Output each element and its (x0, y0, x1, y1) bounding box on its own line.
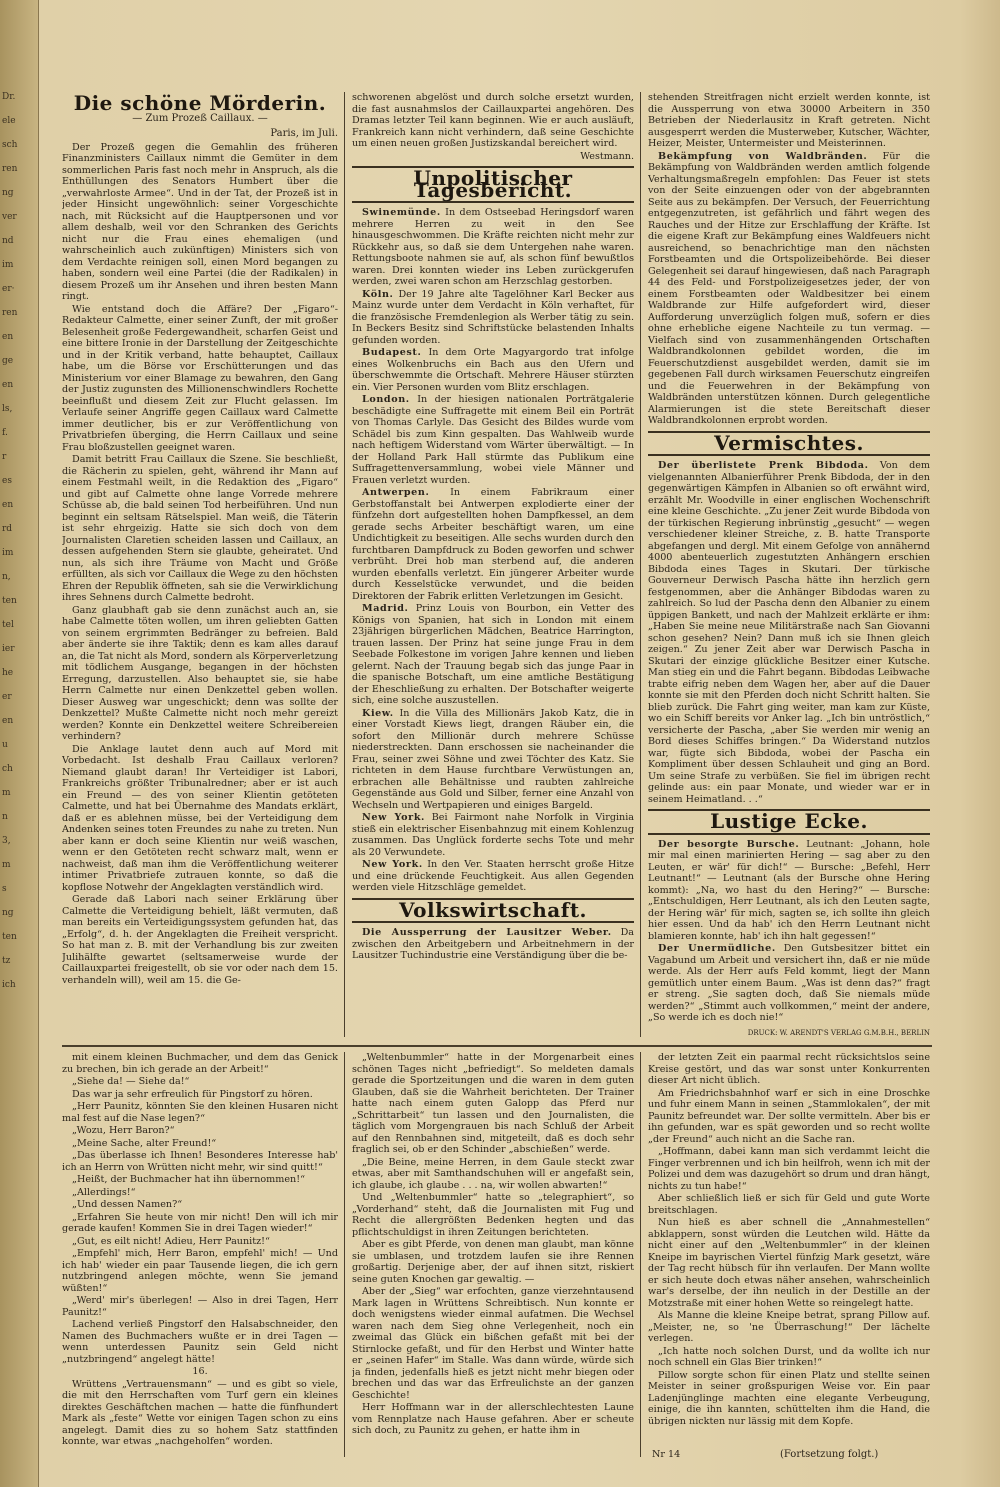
news-text: In den Ver. Staaten herrscht große Hitze und eine drückende Feuchtigkeit. Aus allen Gegenden werden viele Hitzschläge gemeldet. (352, 859, 634, 893)
paragraph: Der Prozeß gegen die Gemahlin des früheren Finanzministers Caillaux nimmt die Gemüter in dem sommerlichen Paris fast noch mehr in Anspruch, als die Enthüllungen des Senators Humbert über die „verwahrloste Armee“. Und in der Tat, der Prozeß ist in jeder Hinsicht ungewöhnlich: seiner Vorgeschichte nach, mit Rücksicht auf die Hauptpersonen und vor allem deshalb, weil vor den Schranken des Gerichts nicht nur die Frau eines ehemaligen (und wahrscheinlich auch zukünftigen) Ministers sich von dem Verdachte reinigen soll, einen Mord begangen zu haben, sondern weil eine Partei (die der Radikalen) in diesem Prozeß um ihr Ansehen und ihren besten Mann ringt. (62, 141, 338, 302)
continuation-note: (Fortsetzung folgt.) (780, 1449, 879, 1460)
printer-imprint: DRUCK: W. ARENDT'S VERLAG G.M.B.H., BERLIN (747, 1028, 930, 1037)
edge-fragment: ver (2, 212, 17, 222)
edge-fragment: nd (2, 236, 14, 246)
article-subtitle: — Zum Prozeß Caillaux. — (132, 112, 268, 124)
edge-fragment: s (2, 884, 7, 894)
feuilleton-paragraph: Lachend verließ Pingstorf den Halsabschneider, den Namen des Buchmachers wußte er in drei Tagen — wenn unterdessen Paunitz sein Geld nicht „nutzbringend“ angelegt hätte! (62, 1319, 338, 1365)
news-item (648, 460, 930, 805)
feuilleton-paragraph: Herr Hoffmann war in der allerschlechtesten Laune vom Rennplatze nach Hause gefahren. Aber er scheute sich doch, zu Paunitz zu gehen, er hatte ihm in (352, 1402, 634, 1436)
edge-fragment: m (2, 860, 11, 870)
news-item (352, 394, 634, 486)
section-title-vermischtes: Vermischtes. (714, 430, 864, 455)
edge-fragment: u (2, 740, 8, 750)
edge-fragment: f. (2, 428, 8, 438)
edge-fragment: r (2, 452, 7, 462)
news-item (352, 812, 634, 858)
author-signature: Westmann. (580, 150, 634, 162)
feuilleton-paragraph: Am Friedrichsbahnhof warf er sich in eine Droschke und fuhr einem Mann in seinen „Stammlokalen“, der mit Paunitz befreundet war. Der sollte vermitteln. Aber bis er ihn gefunden, war es spät geworden und so recht wollte „der Freund“ auch nicht an die Sache ran. (648, 1087, 930, 1145)
edge-fragment: ele (2, 116, 16, 126)
news-item (352, 347, 634, 393)
edge-fragment: er· (2, 284, 15, 294)
edge-fragment: im (2, 548, 14, 558)
joke-item (648, 839, 930, 943)
section-title-lustige-ecke: Lustige Ecke. (710, 809, 868, 833)
feuilleton-paragraph: „Heißt, der Buchmacher hat ihn übernommen!“ (72, 1174, 305, 1185)
feuilleton-divider (62, 1045, 932, 1047)
edge-fragment: rd (2, 524, 13, 534)
edge-fragment: ng (2, 188, 14, 198)
column-3 (648, 92, 930, 1040)
feuilleton-paragraph: „Weltenbummler“ hatte in der Morgenarbeit eines schönen Tages nicht „befriedigt“. So meldeten damals gerade die Sportzeitungen und die waren in dem guten Glauben, daß sie die Wahrheit berichteten. Der Trainer hatte nach einem guten Galopp das Pferd nur „Schrittarbeit“ tun lassen und den Journalisten, die täglich vom Morgengrauen bis nach Schluß der Arbeit auf den Rennbahnen sind, mitgeteilt, daß es doch sehr fraglich sei, ob er den Schinder „abschießen“ werde. (352, 1052, 634, 1155)
feuilleton-paragraph: Aber der „Sieg“ war erfochten, ganze vierzehntausend Mark lagen in Wrüttens Schreibtisch. Nun konnte er doch wenigstens wieder einmal aufatmen. Die Wechsel waren nach dem Sieg ohne Verlegenheit, noch ein zweimal das Glück ein bißchen gefaßt mit bei der Stirnlocke gefaßt, und für den Herbst und Winter hatte er „seinen Hafer“ im Stalle. Was dann würde, würde sich ja finden, jedenfalls hieß es jetzt nicht mehr biegen oder brechen und das war das Erfreulichste an der ganzen Geschichte! (352, 1286, 634, 1401)
feuilleton-paragraph: „Empfehl' mich, Herr Baron, empfehl' mich! — Und ich hab' wieder ein paar Tausende liegen, die ich gern nutzbringend anlegen möchte, wenn Sie jemand wüßten!“ (62, 1248, 338, 1294)
edge-fragment: en (2, 716, 14, 726)
feuilleton-paragraph: „Allerdings!“ (72, 1186, 136, 1198)
news-item (352, 289, 634, 347)
edge-fragment: m (2, 788, 11, 798)
edge-fragment: ge (2, 356, 14, 366)
feuilleton-paragraph: „Wozu, Herr Baron?“ (72, 1125, 175, 1136)
edge-fragment: ich (2, 980, 16, 990)
feuilleton-paragraph: Nun hieß es aber schnell die „Annahmestellen“ abklappern, sonst würden die Leutchen wild. Hätte da nicht einer auf den „Weltenbummler“ in der kleinen Kneipe im bayrischen Viertel fünfzig Mark gesetzt, wäre der Tag recht hübsch für ihn verlaufen. Der Mann wollte er sich heute doch etwas näher ansehen, wahrscheinlich war's derselbe, der ihn neulich in der Destille an der Motzstraße mit einer hohen Wette so reingelegt hatte. (648, 1217, 930, 1309)
paragraph: schworenen abgelöst und durch solche ersetzt wurden, die fast ausnahmslos der Caillauxpartei angehören. Des Dramas letzter Teil kann beginnen. Wie er auch ausläuft, Frankreich kann nicht verhindern, daß seine Geschichte um einen neuen großen Justizskandal bereichert wird. (352, 92, 634, 149)
news-lead: Die Aussperrung der Lausitzer Weber. (362, 927, 612, 938)
feuilleton-paragraph: „Erfahren Sie heute von mir nicht! Den will ich mir gerade kaufen! Kommen Sie in drei Tagen wieder!“ (62, 1211, 338, 1234)
feuilleton-paragraph: Aber es gibt Pferde, von denen man glaubt, man könne sie umblasen, und trotzdem laufen sie ihre Rennen großartig. Derjenige aber, der auf ihnen sitzt, riskiert seine guten Knochen gar gewaltig. — (352, 1239, 634, 1285)
news-item (352, 207, 634, 288)
column-1 (62, 92, 338, 1040)
column-divider (640, 1052, 641, 1457)
feuilleton-column-1 (62, 1052, 338, 1462)
news-text: In der hiesigen nationalen Porträtgalerie beschädigte eine Suffragette mit einem Beil ein Porträt von Thomas Carlyle. Das Gesicht des Bildes wurde vom Schädel bis zum Kinn gespalten. Das Wahlweib wurde nach heftigem Widerstand vom Wärter überwältigt. — In der Holland Park Hall stürmte das Publikum eine Suffragettenversammlung, wobei viele Männer und Frauen verletzt wurden. (352, 394, 634, 486)
news-place: Köln. (362, 288, 394, 300)
edge-fragment: en (2, 332, 14, 342)
news-text: In die Villa des Millionärs Jakob Katz, die in einer Vorstadt Kiews liegt, drangen Räuber ein, die sofort den Millionär durch mehrere Schüsse niederstreckten. Dann erschossen sie nacheinander die Frau, seiner zwei Söhne und zwei Töchter des Katz. Sie richteten in dem Hause furchtbare Verwüstungen an, erbrachen alle Behältnisse und raubten zahlreiche Gegenstände aus Gold und Silber, ferner eine Anzahl von Wechseln und Wertpapieren und einiges Bargeld. (352, 707, 634, 811)
feuilleton-paragraph: „Siehe da! — Siehe da!“ (72, 1076, 190, 1087)
news-place: Antwerpen. (362, 487, 430, 498)
feuilleton-paragraph: 16. (192, 1366, 208, 1377)
feuilleton-paragraph: Das war ja sehr erfreulich für Pingstorf zu hören. (72, 1088, 313, 1100)
edge-fragment: ch (2, 764, 13, 774)
feuilleton-paragraph: „Herr Paunitz, könnten Sie den kleinen Husaren nicht mal fest auf die Nase legen?“ (62, 1101, 338, 1124)
feuilleton-paragraph: „Das überlasse ich Ihnen! Besonderes Interesse hab' ich an Herrn von Wrütten nicht mehr, wir sind quitt!“ (62, 1150, 338, 1173)
news-item (352, 487, 634, 602)
feuilleton-paragraph: „Meine Sache, alter Freund!“ (72, 1137, 217, 1149)
edge-fragment: ten (2, 932, 17, 942)
edge-fragment: ren (2, 164, 18, 174)
news-item (648, 151, 930, 427)
feuilleton-paragraph: Und „Weltenbummler“ hatte so „telegraphiert“, so „Vorderhand“ steht, daß die Journalisten mit Fug und Recht die allergrößten Bedenken hegten und das pflichtschuldigst in ihren Zeitungen berichteten. (352, 1192, 634, 1238)
feuilleton-paragraph: Wrüttens „Vertrauensmann“ — und es gibt so viele, die mit den Herrschaften vom Turf gern ein kleines direktes Geschäftchen machen — hatte die fünfhundert Mark als „feste“ Wette vor einigen Tagen schon zu eins angelegt. Damit dies zu so hohem Satz stattfinden konnte, war etwas „nachgeholfen“ worden. (62, 1378, 338, 1447)
joke-lead: Der Unermüdliche. (658, 943, 776, 954)
edge-fragment: he (2, 668, 14, 678)
feuilleton-column-2 (352, 1052, 634, 1462)
issue-number: Nr 14 (652, 1449, 681, 1460)
news-place: Swinemünde. (362, 207, 441, 218)
news-text: In dem Orte Magyargordo trat infolge eines Wolkenbruchs ein Bach aus den Ufern und überschwemmte die Ortschaft. Mehrere Häuser stürzten ein. Vier Personen wurden vom Blitz erschlagen. (352, 347, 634, 393)
column-2 (352, 92, 634, 1040)
news-place: New York. (362, 812, 426, 823)
news-lead: Der überlistete Prenk Bibdoda. (658, 460, 869, 471)
feuilleton-paragraph: Pillow sorgte schon für einen Platz und stellte seinen Meister in seiner großspurigen Weise vor. Ein paar Ladenjünglinge machten eine elegante Verbeugung, einige, die ihn kannten, schüttelten ihm die Hand, die übrigen nickten nur lässig mit dem Kopfe. (648, 1369, 930, 1427)
news-place: Kiew. (362, 707, 394, 719)
joke-text: Den Gutsbesitzer bittet ein Vagabund um Arbeit und versichert ihn, daß er nie müde werde. Als der Herr aufs Feld kommt, liegt der Mann gemütlich unter einem Baum. „Was ist denn das?“ fragt er streng. „Sie sagten doch, daß Sie niemals müde werden?“ „Stimmt auch vollkommen,“ meint der andere, „So werde ich es doch nie!“ (648, 943, 930, 1023)
news-item (352, 603, 634, 707)
feuilleton-paragraph: „Die Beine, meine Herren, in dem Gaule steckt zwar etwas, aber mit Samthandschuhen will er angefaßt sein, ich glaube, ich glaube . . . na, wir wollen abwarten!“ (352, 1156, 634, 1191)
news-text: Für die Bekämpfung von Waldbränden werden amtlich folgende Verhaltungsmaßregeln empfohlen: Das Feuer ist stets von der Seite einzuengen oder von der abgebrannten Seite aus zu bekämpfen. Der Versuch, der Feuerrichtung entgegenzutreten, ist gefährlich und fährt wegen des Rauches und der Hitze zur Erschlaffung der Kräfte. Ist die eigene Kraft zur Bekämpfung eines Waldfeuers nicht ausreichend, so benachrichtige man den nächsten Forstbeamten und die Ortspolizeibehörde. Bei dieser Gelegenheit sei darauf hingewiesen, daß nach Paragraph 44 des Feld- und Forstpolizeigesetzes jeder, der von einem Forstbeamten oder Waldbesitzer bei einem Waldbrande zur Hilfe aufgefordert wird, dieser Aufforderung unverzüglich folgen muß, sofern er dies ohne erhebliche eigene Nachteile zu tun vermag. — Vielfach sind von zusammenhängenden Ortschaften Waldbrandkolonnen gebildet worden, die im Feuerschutzdienst ausgebildet werden, damit sie im gegebenen Fall durch wirksamen Feuerschutz eingreifen und die Feuerwehren in der Bekämpfung von Waldbränden unterstützen können. Durch gelegentliche Alarmierungen ist die stete Bereitschaft dieser Waldbrandkolonnen erprobt worden. (648, 150, 930, 426)
news-item (352, 859, 634, 894)
news-text: Von dem vielgenannten Albanierführer Prenk Bibdoda, der in den gegenwärtigen Kämpfen in Albanien so oft erwähnt wird, erzählt Mr. Woodville in einer englischen Wochenschrift eine kleine Geschichte. „Zu jener Zeit wurde Bibdoda von der türkischen Regierung inbrünstig „gesucht“ — wegen verschiedener kleiner Streiche, z. B. hatte Transporte abgefangen und dergl. Mit einem Gefolge von annähernd 4000 abenteuerlich zugestutzten Anhängern erschien Bibdoda eines Tages in Skutari. Der türkische Gouverneur Derwisch Pascha hätte ihn herzlich gern festgenommen, aber die Anhänger Bibdodas waren zu zahlreich. So lud der Pascha denn den Albanier zu einem üppigen Bankett, und nach der Mahlzeit erklärte er ihm: „Haben Sie meine neue Militärstraße nach San Giovanni schon gesehen? Nein? Dann muß ich sie Ihnen gleich zeigen.“ Zu jener Zeit aber war Derwisch Pascha in Skutari der einzige glückliche Besitzer einer Kutsche. Man stieg ein und die Fahrt begann. Bibdodas Leibwache trabte eifrig neben dem Wagen her, aber auf die Dauer konnte sie mit den Pferden doch nicht Schritt halten. Sie blieb zurück. Die Fahrt ging weiter, man kam zur Küste, wo ein Schiff bereits vor Anker lag. „Ich bin untröstlich,“ versicherte der Pascha, „aber Sie werden mir wenig an Bord dieses Schiffes bringen.“ Da Widerstand nutzlos war, fügte sich Bibdoda, wobei der Pascha ein Kompliment über dessen Schlauheit und ging an Bord. Um seine Strafe zu verbüßen. Sie fiel im übrigen recht gelinde aus: ein paar Monate, und wieder war er in seinem Heimatland. . .“ (648, 460, 930, 805)
edge-fragment: im (2, 260, 14, 270)
news-place: Budapest. (362, 347, 422, 358)
edge-fragment: en (2, 500, 14, 510)
paragraph: Gerade daß Labori nach seiner Erklärung über Calmette die Verteidigung behielt, läßt vermuten, daß man bereits ein Verteidigungssystem gefunden hat, das „Erfolg“, d. h. der Angeklagten die Freiheit verspricht. So hat man z. B. mit der Verhandlung bis zur zweiten Julihälfte gewartet (seltsamerweise wurde der Caillauxpartei freigestellt, ob sie vor oder nach dem 15. verhandeln will), weil am 15. die Ge- (62, 894, 338, 986)
paragraph: Wie entstand doch die Affäre? Der „Figaro“-Redakteur Calmette, einer seiner Zunft, der mit großer Belesenheit große Federgewandheit, scharfen Geist und eine bittere Ironie in der Darstellung der Zeitgeschichte und in der Kritik verband, hatte behauptet, Caillaux habe, um die Börse vor Erschütterungen und das Ministerium vor einer Blamage zu bewahren, den Gang der Justiz zugunsten des Millionenschwindlers Rochette beeinflußt und diesem Zeit zur Flucht gelassen. Im Verlaufe seiner Angriffe gegen Caillaux ward Calmette immer deutlicher, bis er zur Veröffentlichung von Privatbriefen überging, die Herrn Caillaux und seine Frau bloßzustellen geeignet waren. (62, 303, 338, 453)
joke-lead: Der besorgte Bursche. (658, 838, 800, 850)
news-text: Der 19 Jahre alte Tagelöhner Karl Becker aus Mainz wurde unter dem Verdacht in Köln verhaftet, für die französische Fremdenlegion als Werber tätig zu sein. In Beckers Besitz sind Schriftstücke belastenden Inhalts gefunden worden. (352, 288, 634, 346)
news-item (352, 708, 634, 812)
paragraph: Die Anklage lautet denn auch auf Mord mit Vorbedacht. Ist deshalb Frau Caillaux verloren? Niemand glaubt daran! Ihr Verteidiger ist Labori, Frankreichs größter Tribunalredner; aber er ist auch ein Freund — des von seiner Klientin getöteten Calmette, und hat bei Übernahme des Mandats erklärt, daß er es ablehnen müsse, bei der Verteidigung dem Andenken seines toten Freundes zu nahe zu treten. Nun aber kann er doch seine Klientin nur weiß waschen, wenn er den Getöteten recht schwarz malt, wenn er nachweist, daß man ihm die Veröffentlichung weiterer intimer Privatbriefe zutrauen konnte, so daß die kopflose Notwehr der Angeklagten verständlich wird. (62, 743, 338, 893)
paragraph: Ganz glaubhaft gab sie denn zunächst auch an, sie habe Calmette töten wollen, um ihren geliebten Gatten von seinem ergrimmten Bedränger zu befreien. Bald aber änderte sie ihre Taktik; denn es kam alles darauf an, die Tat nicht als Mord, sondern als Körperverletzung mit tödlichem Ausgange, begangen in der höchsten Erregung, darzustellen. Also behauptet sie, sie habe Herrn Calmette nur einen Denkzettel geben wollen. Dieser Ausweg war ungeschickt; denn was sollte der Denkzettel? Mußte Calmette nicht noch mehr gereizt werden? Konnte ein Denkzettel weitere Schreibereien verhindern? (62, 604, 338, 742)
section-title-volkswirtschaft: Volkswirtschaft. (398, 897, 588, 922)
feuilleton-column-3 (648, 1052, 930, 1447)
paragraph: Damit betritt Frau Caillaux die Szene. Sie beschließt, die Rächerin zu spielen, geht, während ihr Mann auf einem Festmahl weilt, in die Redaktion des „Figaro“ und gibt auf Calmette ohne lange Vorrede mehrere Schüsse ab, die bald seinen Tod herbeiführen. Und nun beginnt ein seltsam Rätselspiel. Man weiß, die Täterin ist sehr ehrgeizig. Hatte sie sich doch von dem Journalisten Claretien scheiden lassen und Caillaux, an dessen aufgehenden Stern sie glaubte, geheiratet. Und nun, als sich ihre Träume von Macht und Größe erfüllten, als sich vor Caillaux die Wege zu den höchsten Ehren der Republik öffneten, sah sie die Verwirklichung ihres Sehnens durch Calmette bedroht. (62, 454, 338, 603)
edge-fragment: tz (2, 956, 11, 966)
edge-fragment: ng (2, 908, 14, 918)
news-lead: Bekämpfung von Waldbränden. (658, 150, 868, 162)
article-title-schoene-moerderin: Die schöne Mörderin. (73, 92, 327, 115)
news-text: Bei Fairmont nahe Norfolk in Virginia stieß ein elektrischer Eisenbahnzug mit einem Kohlenzug zusammen. Das Unglück forderte sechs Tote und mehr als 20 Verwundete. (352, 812, 634, 858)
edge-fragment: n, (2, 572, 11, 582)
feuilleton-paragraph: „Ich hatte noch solchen Durst, und da wollte ich nur noch schnell ein Glas Bier trinken!“ (648, 1345, 930, 1368)
edge-fragment: er (2, 692, 12, 702)
feuilleton-paragraph: „Gut, es eilt nicht! Adieu, Herr Paunitz!“ (72, 1235, 270, 1247)
paragraph: stehenden Streitfragen nicht erzielt werden konnte, ist die Aussperrung von etwa 30000 Arbeitern in 350 Betrieben der Niederlausitz in Kraft getreten. Nicht ausgesperrt werden die Musterweber, Kutscher, Wächter, Heizer, Meister, Untermeister und Meisterinnen. (648, 92, 930, 149)
dateline: Paris, im Juli. (270, 128, 338, 139)
column-divider (344, 92, 345, 1037)
edge-fragment: sch (2, 140, 18, 150)
joke-text: Leutnant: „Johann, hole mir mal einen marinierten Hering — sag aber zu den Leuten, er wär' für dich!“ — Bursche: „Befehl, Herr Leutnant!“ — Leutnant (als der Bursche ohne Hering kommt): „Na, wo hast du den Hering?“ — Bursche: „Entschuldigen, Herr Leutnant, als ich den Leuten sagte, der Hering wär' für mich, sagten se, ich sollte ihn gleich hier essen. Und da hab' ich den Herrn Leutnant nicht blamieren konnte, hab' ich ihn halt gegessen!“ (648, 838, 930, 942)
column-divider (640, 92, 641, 1037)
news-text: In dem Ostseebad Heringsdorf waren mehrere Herren zu weit in den See hinausgeschwommen. Die Kräfte reichten nicht mehr zur Rückkehr aus, so daß sie dem Untergehen nahe waren. Rettungsboote nahmen sie auf, als schon fünf bewußtlos waren. Drei konnten wieder ins Leben zurückgerufen werden, zwei waren schon am Herzschlag gestorben. (352, 207, 634, 287)
news-text: Da zwischen den Arbeitgebern und Arbeitnehmern in der Lausitzer Tuchindustrie eine Verständigung über die be- (352, 927, 634, 961)
edge-fragment: ren (2, 308, 18, 318)
edge-fragment: en (2, 380, 14, 390)
news-place: Madrid. (362, 603, 409, 614)
feuilleton-paragraph: mit einem kleinen Buchmacher, und dem das Genick zu brechen, bin ich gerade an der Arbeit!“ (62, 1052, 338, 1075)
news-text: Prinz Louis von Bourbon, ein Vetter des Königs von Spanien, hat sich in London mit einem 23jährigen bürgerlichen Mädchen, Beatrice Harrington, trauen lassen. Der Prinz hat seine junge Frau in dem Seebade Folkestone im vorigen Jahre kennen und lieben gelernt. Nach der Trauung begab sich das junge Paar in die spanische Botschaft, um eine amtliche Bestätigung der Eheschließung zu erhalten. Der Botschafter weigerte sich, eine solche auszustellen. (352, 603, 634, 706)
news-place: London. (362, 394, 410, 405)
feuilleton-paragraph: „Werd' mir's überlegen! — Also in drei Tagen, Herr Paunitz!“ (62, 1295, 338, 1318)
edge-fragment: Dr. (2, 92, 16, 102)
news-text: In einem Fabrikraum einer Gerbstoffanstalt bei Antwerpen explodierte einer der fünfzehn dort aufgestellten hohen Dampfkessel, an dem gerade sechs Arbeiter beschäftigt waren, um eine Undichtigkeit zu beseitigen. Alle sechs wurden durch den furchtbaren Dampfdruck zu Boden geworfen und schwer verbrüht. Drei hob man sterbend auf, die anderen wurden ebenfalls verletzt. Ein jüngerer Arbeiter wurde durch Kesselstücke verwundet, und die beiden Direktoren der Fabrik erlitten Verletzungen im Gesicht. (352, 487, 634, 602)
feuilleton-paragraph: „Hoffmann, dabei kann man sich verdammt leicht die Finger verbrennen und ich bin heilfroh, wenn ich mit der Polizei und dem was dazugehört so drum und dran hängt, nichts zu tun habe!“ (648, 1146, 930, 1192)
feuilleton-paragraph: Als Manne die kleine Kneipe betrat, sprang Pillow auf. „Meister, ne, so 'ne Überraschung!“ Der lächelte verlegen. (648, 1310, 930, 1344)
adjacent-page-edge (0, 0, 39, 1487)
joke-item (648, 943, 930, 1024)
edge-fragment: ten (2, 596, 17, 606)
column-divider (344, 1052, 345, 1457)
feuilleton-paragraph: Aber schließlich ließ er sich für Geld und gute Worte breitschlagen. (648, 1193, 930, 1216)
section-title-tagesbericht: Unpolitischer Tagesbericht. (413, 166, 573, 202)
edge-fragment: es (2, 476, 12, 486)
edge-fragment: n (2, 812, 8, 822)
edge-fragment: ls, (2, 404, 13, 414)
feuilleton-paragraph: der letzten Zeit ein paarmal recht rücksichtslos seine Kreise gestört, und das war sonst unter Konkurrenten dieser Art nicht üblich. (648, 1052, 930, 1086)
feuilleton-paragraph: „Und dessen Namen?“ (72, 1199, 183, 1210)
news-item (352, 927, 634, 962)
edge-fragment: 3, (2, 836, 11, 846)
edge-fragment: tel (2, 620, 14, 630)
edge-fragment: ier (2, 644, 15, 654)
news-place: New York. (362, 859, 423, 870)
